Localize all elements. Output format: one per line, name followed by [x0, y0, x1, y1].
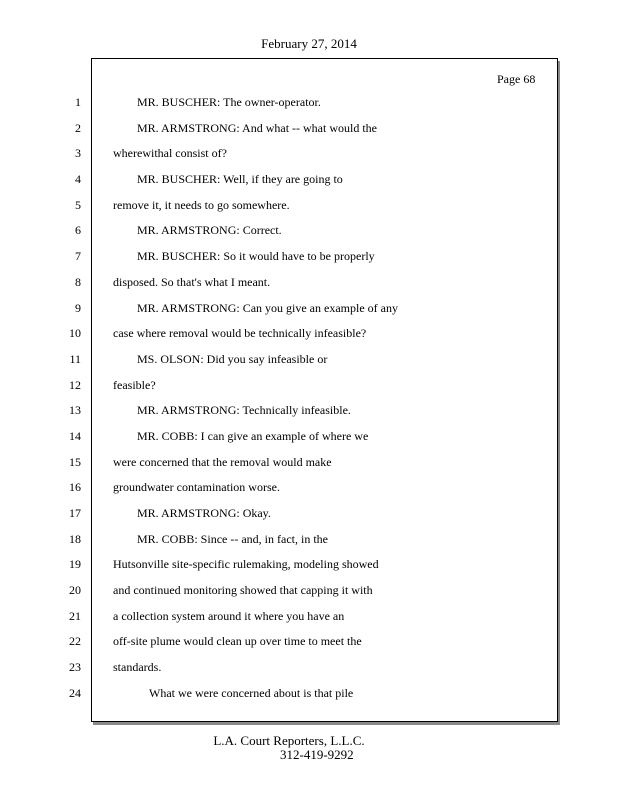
transcript-line: groundwater contamination worse. [113, 480, 280, 495]
footer-company: L.A. Court Reporters, L.L.C. [213, 733, 365, 748]
line-number: 3 [75, 146, 81, 161]
transcript-line: a collection system around it where you have an [113, 608, 345, 623]
transcript-line: MR. ARMSTRONG: And what -- what would the [137, 120, 377, 135]
line-number: 1 [75, 95, 81, 109]
transcript-line: remove it, it needs to go somewhere. [113, 197, 290, 212]
line-number: 6 [75, 223, 81, 238]
transcript-line: case where removal would be technically infeasible? [113, 326, 367, 341]
line-number: 13 [69, 403, 81, 418]
transcript-line: wherewithal consist of? [113, 146, 227, 161]
transcript-line: What we were concerned about is that pile [149, 685, 354, 700]
line-number: 17 [69, 506, 81, 520]
header-date: February 27, 2014 [261, 36, 357, 51]
line-number: 23 [69, 660, 81, 675]
transcript-line: standards. [113, 660, 162, 675]
transcript-line: MR. BUSCHER: The owner-operator. [137, 95, 321, 109]
transcript-line: Hutsonville site-specific rulemaking, modeling showed [113, 557, 379, 572]
transcript-line: MR. ARMSTRONG: Can you give an example of any [137, 300, 398, 315]
line-number: 20 [69, 583, 81, 598]
line-number: 9 [75, 300, 81, 315]
transcript-line: feasible? [113, 377, 156, 392]
transcript-line: MR. BUSCHER: Well, if they are going to [137, 172, 343, 187]
line-number: 24 [69, 685, 81, 700]
transcript-line: MR. ARMSTRONG: Okay. [137, 506, 271, 520]
line-number: 11 [69, 351, 81, 366]
transcript-line: MR. ARMSTRONG: Technically infeasible. [137, 403, 351, 418]
line-number: 22 [69, 634, 81, 649]
transcript-line: MR. BUSCHER: So it would have to be properly [137, 249, 375, 264]
page-number: Page 68 [497, 72, 536, 86]
transcript-line: MS. OLSON: Did you say infeasible or [137, 351, 328, 366]
transcript-body [113, 94, 543, 711]
line-number: 4 [75, 172, 81, 187]
transcript-line: disposed. So that's what I meant. [113, 274, 271, 289]
transcript-line: MR. COBB: Since -- and, in fact, in the [137, 531, 328, 546]
line-number: 21 [69, 608, 81, 623]
line-number: 12 [69, 377, 81, 392]
line-number: 10 [69, 326, 81, 341]
line-number: 8 [75, 274, 81, 289]
line-number: 7 [75, 249, 81, 264]
line-number: 5 [75, 197, 81, 212]
line-number: 15 [69, 454, 81, 469]
transcript-line: off-site plume would clean up over time to meet the [113, 634, 362, 649]
line-number: 16 [69, 480, 81, 495]
transcript-line: were concerned that the removal would make [113, 454, 332, 469]
line-number: 18 [69, 531, 81, 546]
transcript-line: MR. ARMSTRONG: Correct. [137, 223, 282, 238]
line-number: 14 [69, 428, 81, 443]
line-number: 2 [75, 120, 81, 135]
line-number-column [0, 94, 82, 711]
transcript-line: MR. COBB: I can give an example of where we [137, 428, 369, 443]
transcript-line: and continued monitoring showed that capping it with [113, 583, 373, 598]
footer-phone: 312-419-9292 [280, 747, 354, 762]
line-number: 19 [69, 557, 81, 572]
